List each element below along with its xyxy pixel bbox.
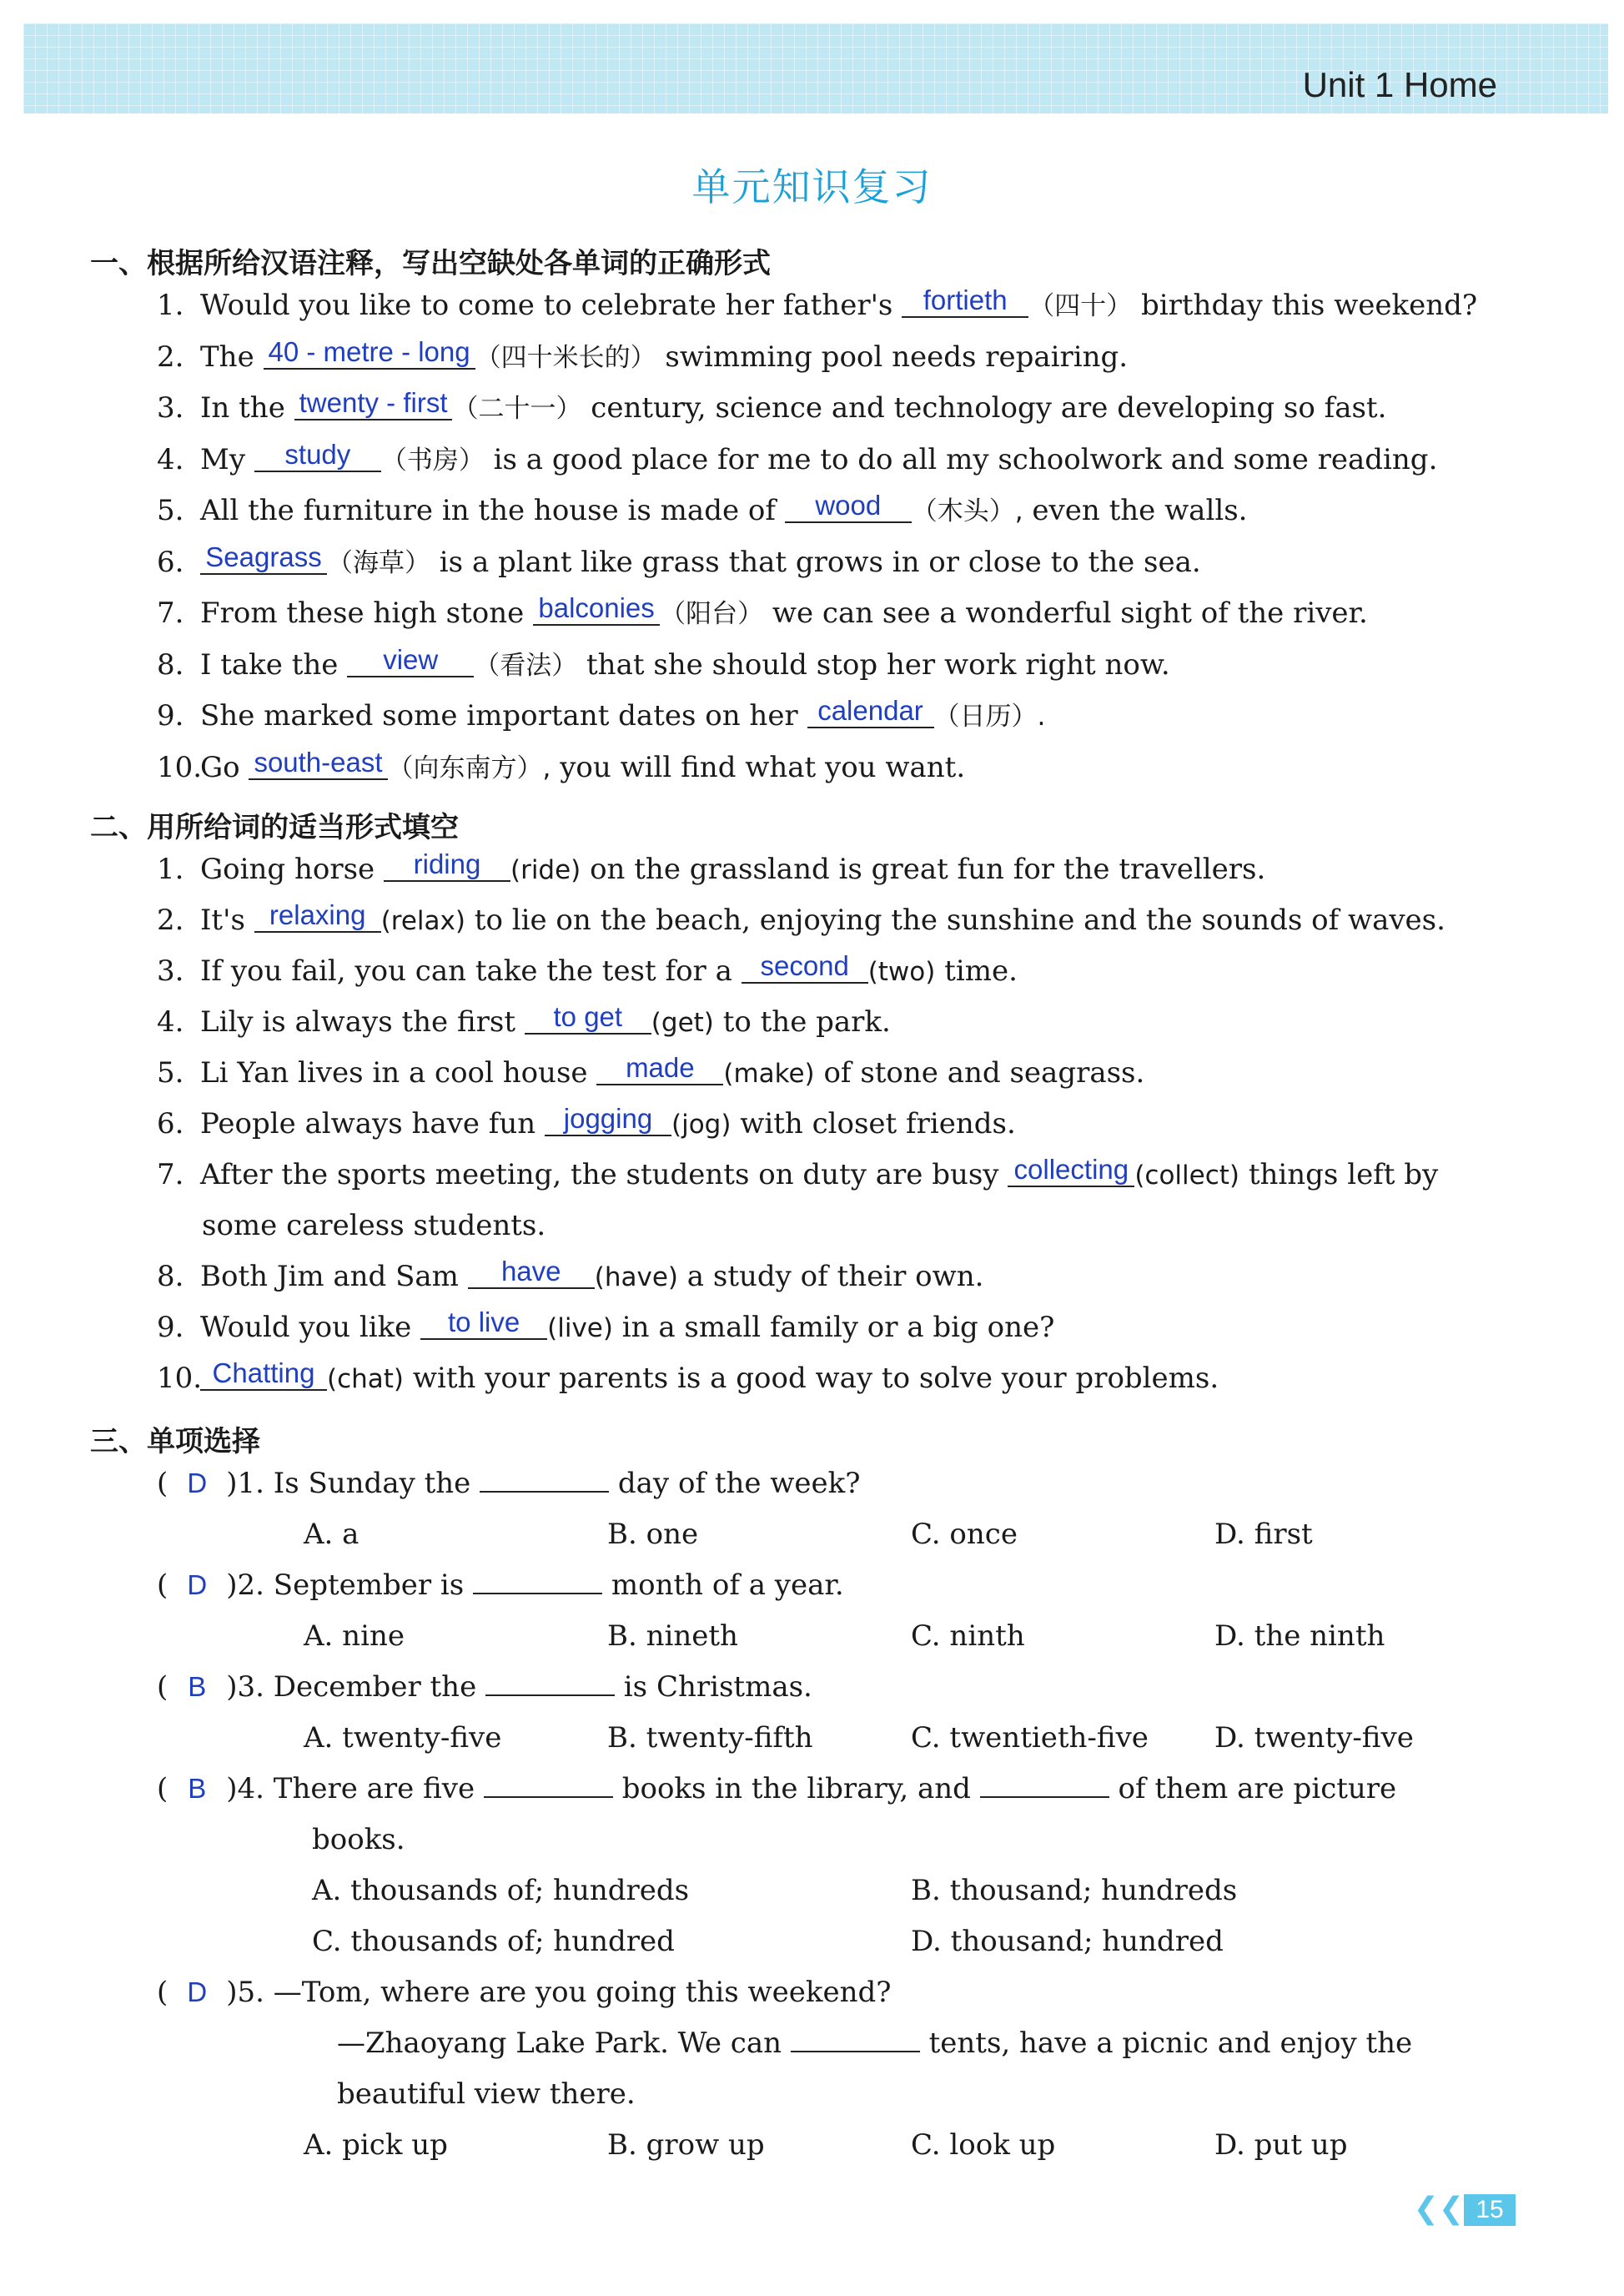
question-continuation: beautiful view there. <box>337 2077 636 2111</box>
section-1-heading: 一、根据所给汉语注释，写出空缺处各单词的正确形式 <box>90 247 771 280</box>
answer-choice[interactable]: D <box>187 1468 208 1498</box>
question-number: 6. <box>157 1107 184 1140</box>
answer-choice[interactable]: B <box>188 1773 207 1804</box>
chinese-hint: (jog) <box>671 1110 732 1140</box>
chinese-hint: (get) <box>651 1008 714 1038</box>
question-continuation: books. <box>312 1823 405 1856</box>
chinese-hint: （二十一） <box>452 394 582 424</box>
option[interactable]: C. look up <box>911 2128 1056 2162</box>
question-line: 3. If you fail, you can take the test for a second (two) time. <box>157 950 1018 988</box>
answer-blank[interactable]: to get <box>525 1001 651 1035</box>
question-number: 8. <box>157 647 184 682</box>
answer-blank[interactable]: Chatting <box>200 1357 327 1391</box>
question-line: 6. Seagrass （海草） is a plant like grass that grows in or close to the sea. <box>157 541 1201 579</box>
question-number: 9. <box>157 1311 184 1344</box>
section-2-heading: 二、用所给词的适当形式填空 <box>90 811 459 844</box>
chinese-hint: （日历）. <box>933 702 1046 732</box>
answer-blank[interactable]: balconies <box>533 592 660 626</box>
answer-blank[interactable]: wood <box>785 490 912 523</box>
question-line: 4. My study （书房） is a good place for me to do all my schoolwork and some reading. <box>157 438 1438 476</box>
question-number: 1. <box>157 853 184 886</box>
answer-blank[interactable]: Seagrass <box>200 541 327 575</box>
option[interactable]: A. nine <box>304 1619 405 1653</box>
question-line: 10. Chatting (chat) with your parents is a good way to solve your problems. <box>157 1357 1219 1395</box>
question-number: 3. <box>157 391 184 425</box>
option[interactable]: B. nineth <box>607 1619 738 1653</box>
answer-blank[interactable]: made <box>596 1052 723 1085</box>
question-number: 3. <box>157 954 184 988</box>
question-number: 7. <box>157 1158 184 1191</box>
question-line: 5. All the furniture in the house is made of wood （木头）, even the walls. <box>157 490 1248 527</box>
section-3-heading: 三、单项选择 <box>90 1425 260 1458</box>
question-number: 7. <box>157 597 184 630</box>
question-line: 4. Lily is always the first to get (get) to the park. <box>157 1001 891 1039</box>
question-line: 2. The 40 - metre - long （四十米长的） swimming pool needs repairing. <box>157 335 1129 374</box>
answer-blank[interactable]: fortieth <box>902 284 1028 318</box>
option[interactable]: B. thousand; hundreds <box>911 1874 1238 1907</box>
option[interactable]: A. thousands of; hundreds <box>312 1874 690 1907</box>
answer-blank[interactable]: south-east <box>249 747 387 780</box>
option[interactable]: C. ninth <box>911 1619 1025 1653</box>
choice-question: ( D )1. Is Sunday the day of the week? <box>157 1467 861 1500</box>
question-line: 2. It's relaxing (relax) to lie on the beach, enjoying the sunshine and the sounds of waves. <box>157 899 1446 937</box>
question-number: 2. <box>157 904 184 937</box>
question-line: 1. Going horse riding (ride) on the grassland is great fun for the travellers. <box>157 848 1266 886</box>
question-continuation: some careless students. <box>202 1209 546 1242</box>
answer-choice[interactable]: D <box>187 1976 208 2007</box>
question-number: 5. <box>157 494 184 527</box>
choice-question: ( D )5. —Tom, where are you going this weekend? <box>157 1976 892 2009</box>
option[interactable]: D. twenty-five <box>1214 1721 1414 1755</box>
question-number: 10. <box>157 1362 203 1395</box>
question-number: 6. <box>157 545 184 579</box>
question-number: 9. <box>157 699 184 733</box>
option[interactable]: C. once <box>911 1518 1018 1551</box>
question-line: 6. People always have fun jogging (jog) with closet friends. <box>157 1103 1016 1140</box>
chinese-hint: (have) <box>594 1262 678 1292</box>
chinese-hint: （书房） <box>380 445 485 476</box>
dialogue-line: —Zhaoyang Lake Park. We can tents, have a picnic and enjoy the <box>337 2027 1413 2060</box>
question-line: 3. In the twenty - first （二十一） century, science and technology are developing so fast. <box>157 387 1387 425</box>
empty-blank[interactable] <box>485 1669 615 1696</box>
option[interactable]: D. first <box>1214 1518 1313 1551</box>
answer-blank[interactable]: jogging <box>545 1103 671 1136</box>
question-line: 9. Would you like to live (live) in a small family or a big one? <box>157 1307 1055 1344</box>
question-line: 8. I take the view （看法） that she should stop her work right now. <box>157 643 1170 682</box>
option[interactable]: A. twenty-five <box>304 1721 502 1755</box>
answer-blank[interactable]: twenty - first <box>294 387 453 420</box>
chinese-hint: （四十米长的） <box>475 342 656 373</box>
question-number: 2. <box>157 340 184 374</box>
answer-blank[interactable]: calendar <box>807 695 934 728</box>
page-number: 15 <box>1464 2194 1516 2226</box>
chevron-left-icon: ❮❮ <box>1413 2192 1464 2226</box>
option[interactable]: B. grow up <box>607 2128 765 2162</box>
choice-question: ( D )2. September is month of a year. <box>157 1568 844 1602</box>
chinese-hint: (ride) <box>510 855 581 885</box>
chinese-hint: (chat) <box>327 1364 405 1394</box>
chinese-hint: （海草） <box>327 547 430 578</box>
chinese-hint: （四十） <box>1028 291 1133 321</box>
answer-blank[interactable]: view <box>347 644 474 677</box>
chinese-hint: (live) <box>547 1313 613 1343</box>
option[interactable]: B. one <box>607 1518 699 1551</box>
question-number: 5. <box>157 1056 184 1090</box>
answer-blank[interactable]: relaxing <box>254 899 381 933</box>
chinese-hint: (two) <box>867 957 936 987</box>
answer-blank[interactable]: study <box>254 439 381 472</box>
option[interactable]: A. pick up <box>304 2128 448 2162</box>
answer-blank[interactable]: have <box>468 1256 595 1289</box>
empty-blank[interactable] <box>791 2026 920 2052</box>
question-number: 1. <box>157 289 184 322</box>
question-number: 4. <box>157 442 184 476</box>
question-number: 8. <box>157 1260 184 1293</box>
chinese-hint: （木头）, <box>911 496 1023 526</box>
choice-question: ( B )3. December the is Christmas. <box>157 1670 812 1704</box>
option[interactable]: B. twenty-fifth <box>607 1721 813 1755</box>
question-line: 5. Li Yan lives in a cool house made (make) of stone and seagrass. <box>157 1052 1145 1090</box>
chinese-hint: （看法） <box>474 650 578 681</box>
answer-blank[interactable]: riding <box>384 848 510 882</box>
empty-blank[interactable] <box>473 1568 602 1594</box>
empty-blank[interactable] <box>980 1771 1109 1798</box>
question-line: 9. She marked some important dates on her calendar （日历）. <box>157 695 1046 733</box>
answer-choice[interactable]: B <box>188 1671 207 1702</box>
chinese-hint: (make) <box>723 1059 815 1089</box>
chinese-hint: (collect) <box>1134 1161 1240 1191</box>
option[interactable]: D. put up <box>1214 2128 1348 2162</box>
option[interactable]: D. the ninth <box>1214 1619 1385 1653</box>
answer-blank[interactable]: collecting <box>1008 1154 1134 1187</box>
empty-blank[interactable] <box>484 1771 613 1798</box>
question-line: 7. From these high stone balconies （阳台） we can see a wonderful sight of the river. <box>157 592 1368 630</box>
question-line: 7. After the sports meeting, the students on duty are busy collecting (collect) things left by <box>157 1154 1439 1191</box>
option[interactable]: C. thousands of; hundred <box>312 1925 675 1958</box>
chinese-hint: (relax) <box>380 906 465 936</box>
chinese-hint: （向东南方）, <box>387 753 551 783</box>
answer-choice[interactable]: D <box>187 1569 208 1600</box>
page-title: 单元知识复习 <box>691 164 933 209</box>
chinese-hint: （阳台） <box>660 599 764 629</box>
option[interactable]: A. a <box>304 1518 359 1551</box>
choice-question: ( B )4. There are five books in the library, and of them are picture <box>157 1772 1397 1805</box>
question-number: 10. <box>157 750 203 784</box>
question-number: 4. <box>157 1005 184 1039</box>
question-line: 10.Go south-east （向东南方）, you will find what you want. <box>157 746 966 784</box>
answer-blank[interactable]: to live <box>420 1307 547 1340</box>
option[interactable]: C. twentieth-five <box>911 1721 1149 1755</box>
answer-blank[interactable]: 40 - metre - long <box>264 336 475 370</box>
option[interactable]: D. thousand; hundred <box>911 1925 1224 1958</box>
question-line: 1. Would you like to come to celebrate her father's fortieth （四十） birthday this weekend? <box>157 284 1478 322</box>
question-line: 8. Both Jim and Sam have (have) a study of their own. <box>157 1256 984 1293</box>
unit-title: Unit 1 Home <box>1302 65 1497 104</box>
empty-blank[interactable] <box>480 1466 609 1493</box>
answer-blank[interactable]: second <box>742 950 868 984</box>
